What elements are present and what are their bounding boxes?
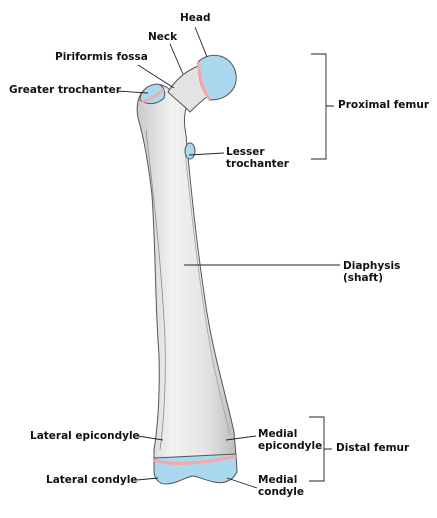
- label-medial-condyle-line1: Medial: [258, 474, 298, 486]
- label-medial-epicondyle-line2: epicondyle: [258, 440, 323, 452]
- label-proximal-femur: Proximal femur: [338, 99, 430, 111]
- leader-lateral-condyle: [137, 478, 158, 480]
- leader-head: [195, 27, 207, 57]
- label-diaphysis-line2: (shaft): [343, 272, 383, 284]
- femur-bone: [137, 84, 236, 480]
- lesser-trochanter: [185, 143, 195, 159]
- label-head: Head: [180, 12, 211, 24]
- label-lesser-trochanter: [226, 146, 289, 170]
- label-diaphysis: [343, 260, 400, 284]
- leader-neck: [170, 44, 183, 74]
- bracket-proximal: [311, 54, 334, 159]
- label-lateral-epicondyle: Lateral epicondyle: [30, 430, 140, 442]
- label-medial-epicondyle-line1: Medial: [258, 428, 298, 440]
- label-lesser-trochanter-line1: Lesser: [226, 146, 265, 158]
- label-lesser-trochanter-line2: trochanter: [226, 158, 289, 170]
- label-neck: Neck: [148, 31, 178, 43]
- label-lateral-condyle: Lateral condyle: [46, 474, 138, 486]
- label-medial-condyle-line2: condyle: [258, 486, 304, 498]
- label-diaphysis-line1: Diaphysis: [343, 260, 401, 272]
- label-medial-condyle: [258, 474, 304, 498]
- leader-medial-condyle: [227, 478, 257, 488]
- label-piriformis-fossa: Piriformis fossa: [55, 51, 148, 63]
- label-distal-femur: Distal femur: [336, 442, 410, 454]
- label-medial-epicondyle: [258, 428, 322, 452]
- label-greater-trochanter: Greater trochanter: [9, 84, 121, 96]
